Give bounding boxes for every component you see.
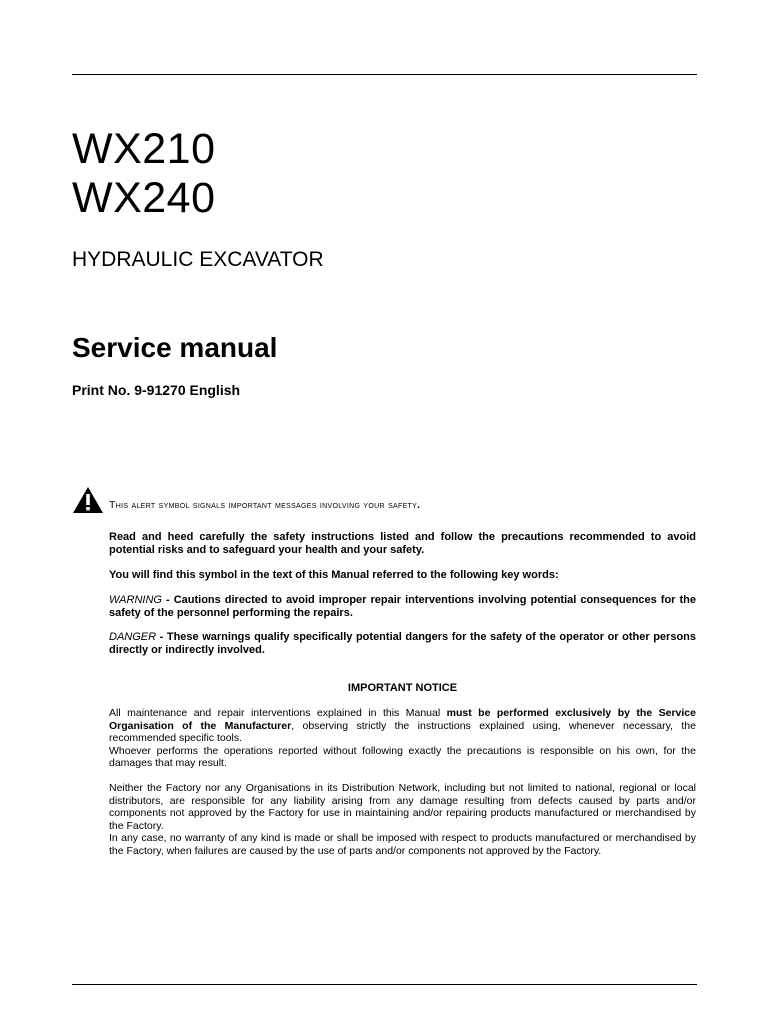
danger-keyword: DANGER: [109, 631, 157, 643]
notice-p1-bold: must be performed exclusively by the Service Organisation of the Manufacturer: [109, 707, 696, 732]
alert-symbol-statement: [109, 498, 420, 512]
model-number-2: WX240: [72, 174, 216, 222]
notice-p1-start: All maintenance and repair interventions explained in this Manual: [109, 707, 447, 719]
top-rule: [72, 74, 697, 75]
notice-liability-text: Neither the Factory nor any Organisations in its Distribution Network, including but not limited to national, regional or local distributors, are responsible for any liability arising from any damage resulting from defects caused by parts and/or components not approved by the Factory for use in maintaining and/or repairing products manufactured or merchandised by the Factory.: [109, 782, 696, 832]
warning-definition: [109, 594, 696, 620]
notice-paragraph-1: [109, 707, 696, 770]
notice-paragraph-2: [109, 782, 696, 857]
manual-title: Service manual: [72, 332, 278, 363]
product-subtitle: HYDRAULIC EXCAVATOR: [72, 248, 324, 271]
notice-responsibility-text: Whoever performs the operations reported without following exactly the precautions is responsible on his own, for the damages that may result.: [109, 744, 696, 769]
alert-period: .: [417, 499, 421, 511]
warning-text: - Cautions directed to avoid improper repair interventions involving potential consequences for the safety of the personnel performing the repairs.: [109, 594, 696, 619]
warning-triangle-icon: [72, 486, 104, 514]
warning-keyword: WARNING: [109, 594, 162, 606]
alert-text: This alert symbol signals important messages involving your safety: [109, 499, 418, 511]
danger-text: - These warnings qualify specifically potential dangers for the safety of the operator or other persons directly or indirectly involved.: [109, 631, 696, 656]
important-notice-heading: IMPORTANT NOTICE: [347, 682, 458, 694]
notice-p1-end: , observing strictly the instructions explained using, whenever necessary, the recommended specific tools.: [109, 719, 696, 744]
print-number: Print No. 9-91270 English: [72, 382, 241, 398]
bottom-rule: [72, 984, 697, 985]
notice-warranty-text: In any case, no warranty of any kind is made or shall be imposed with respect to products manufactured or merchandised by the Factory, when failures are caused by the use of parts and/or components not approved by the Factory.: [109, 832, 696, 857]
notice-maintenance-text: [109, 707, 696, 745]
safety-instructions-paragraph: Read and heed carefully the safety instructions listed and follow the precautions recommended to avoid potential risks and to safeguard your health and your safety.: [109, 531, 696, 556]
danger-definition: [109, 631, 696, 657]
model-number-1: WX210: [72, 125, 216, 173]
key-words-intro: You will find this symbol in the text of this Manual referred to the following key words:: [109, 569, 559, 581]
